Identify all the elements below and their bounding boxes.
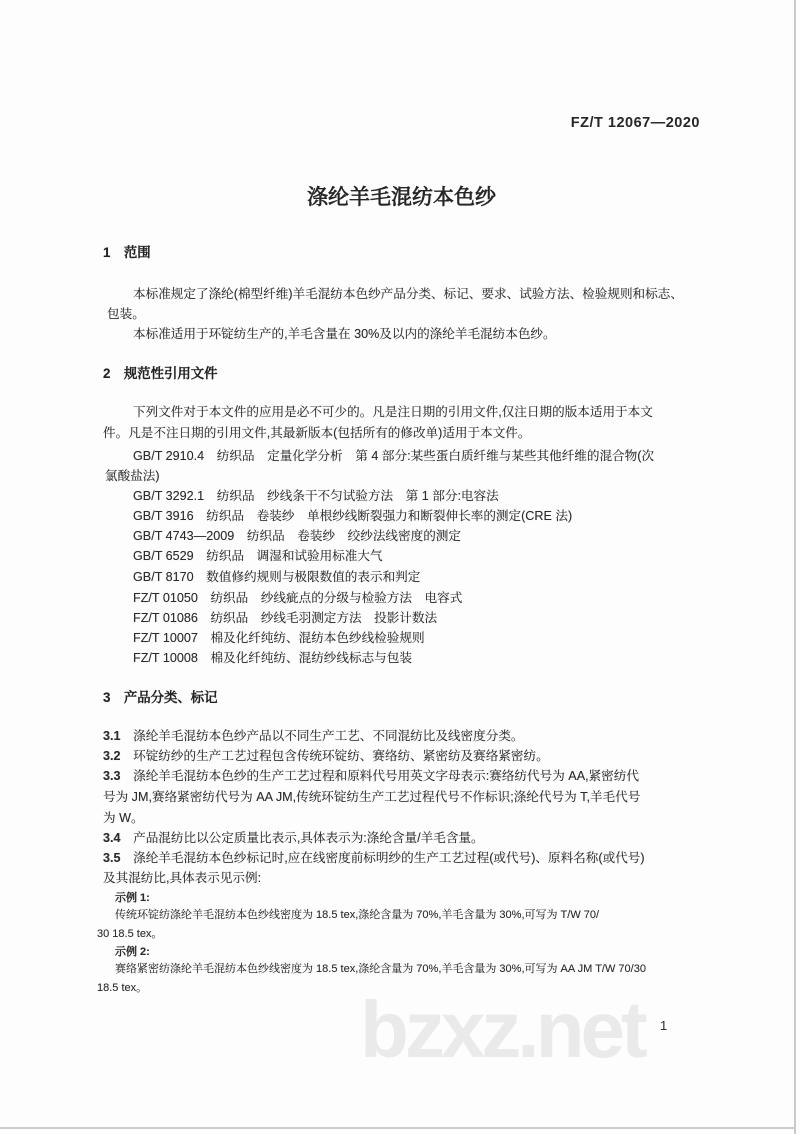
text-line: FZ/T 10007 棉及化纤纯纺、混纺本色纱线检验规则 <box>133 631 425 645</box>
text-line: 件。凡是不注日期的引用文件,其最新版本(包括所有的修改单)适用于本文件。 <box>103 426 531 440</box>
text-line: 及其混纺比,具体表示见示例: <box>103 871 262 885</box>
text-line: 传统环锭纺涤纶羊毛混纺本色纱线密度为 18.5 tex,涤纶含量为 70%,羊毛含量为 30%,可写为 T/W 70/ <box>115 909 600 921</box>
text-line: FZ/T 01050 纺织品 纱线疵点的分级与检验方法 电容式 <box>133 591 463 605</box>
text-line: 3 产品分类、标记 <box>103 690 218 705</box>
text-line: 3.2 环锭纺纱的生产工艺过程包含传统环锭纺、赛络纺、紧密纺及赛络紧密纺。 <box>103 749 549 763</box>
text-line: 3.3 涤纶羊毛混纺本色纱的生产工艺过程和原料代号用英文字母表示:赛络纺代号为 AA,紧密纺代 <box>103 769 639 783</box>
page-number: 1 <box>660 1018 668 1033</box>
text-line: 2 规范性引用文件 <box>103 366 218 381</box>
text-line: 本标准适用于环锭纺生产的,羊毛含量在 30%及以内的涤纶羊毛混纺本色纱。 <box>133 327 556 341</box>
text-line: FZ/T 01086 纺织品 纱线毛羽测定方法 投影计数法 <box>133 611 438 625</box>
scan-edge-vertical-line <box>794 0 796 1134</box>
text-line: GB/T 2910.4 纺织品 定量化学分析 第 4 部分:某些蛋白质纤维与某些其他纤维的混合物(次 <box>133 449 655 463</box>
text-line: GB/T 6529 纺织品 调湿和试验用标准大气 <box>133 549 383 563</box>
scan-edge-horizontal-line <box>0 1127 796 1129</box>
text-line: 号为 JM,赛络紧密纺代号为 AA JM,传统环锭纺生产工艺过程代号不作标识;涤纶代号为 T,羊毛代号 <box>103 790 641 804</box>
text-line: 下列文件对于本文件的应用是必不可少的。凡是注日期的引用文件,仅注日期的版本适用于本文 <box>133 405 653 419</box>
text-line: 30 18.5 tex。 <box>97 928 163 940</box>
text-line: 示例 1: <box>115 892 150 904</box>
text-line: 1 范围 <box>103 245 151 260</box>
text-line: 包装。 <box>107 307 145 321</box>
text-line: FZ/T 10008 棉及化纤纯纺、混纺纱线标志与包装 <box>133 651 412 665</box>
text-line: 示例 2: <box>115 946 150 958</box>
text-line: GB/T 3292.1 纺织品 纱线条干不匀试验方法 第 1 部分:电容法 <box>133 489 499 503</box>
text-line: 氯酸盐法) <box>105 469 160 483</box>
text-line: 为 W。 <box>103 811 144 825</box>
text-line: 3.5 涤纶羊毛混纺本色纱标记时,应在线密度前标明纱的生产工艺过程(或代号)、原料名称(或代号) <box>103 851 645 865</box>
text-line: GB/T 4743—2009 纺织品 卷装纱 绞纱法线密度的测定 <box>133 529 461 543</box>
document-title: 涤纶羊毛混纺本色纱 <box>307 186 496 209</box>
watermark-text: bzxz.net <box>360 985 644 1074</box>
text-line: GB/T 8170 数值修约规则与极限数值的表示和判定 <box>133 570 421 584</box>
standard-code: FZ/T 12067—2020 <box>570 115 700 131</box>
text-line: 赛络紧密纺涤纶羊毛混纺本色纱线密度为 18.5 tex,涤纶含量为 70%,羊毛含量为 30%,可写为 AA JM T/W 70/30 <box>115 963 646 975</box>
text-line: 18.5 tex。 <box>97 982 148 994</box>
text-line: GB/T 3916 纺织品 卷装纱 单根纱线断裂强力和断裂伸长率的测定(CRE 法) <box>133 509 573 523</box>
text-line: 3.1 涤纶羊毛混纺本色纱产品以不同生产工艺、不同混纺比及线密度分类。 <box>103 729 524 743</box>
text-line: 3.4 产品混纺比以公定质量比表示,具体表示为:涤纶含量/羊毛含量。 <box>103 831 484 845</box>
text-line: 本标准规定了涤纶(棉型纤维)羊毛混纺本色纱产品分类、标记、要求、试验方法、检验规则和标志、 <box>133 287 683 301</box>
